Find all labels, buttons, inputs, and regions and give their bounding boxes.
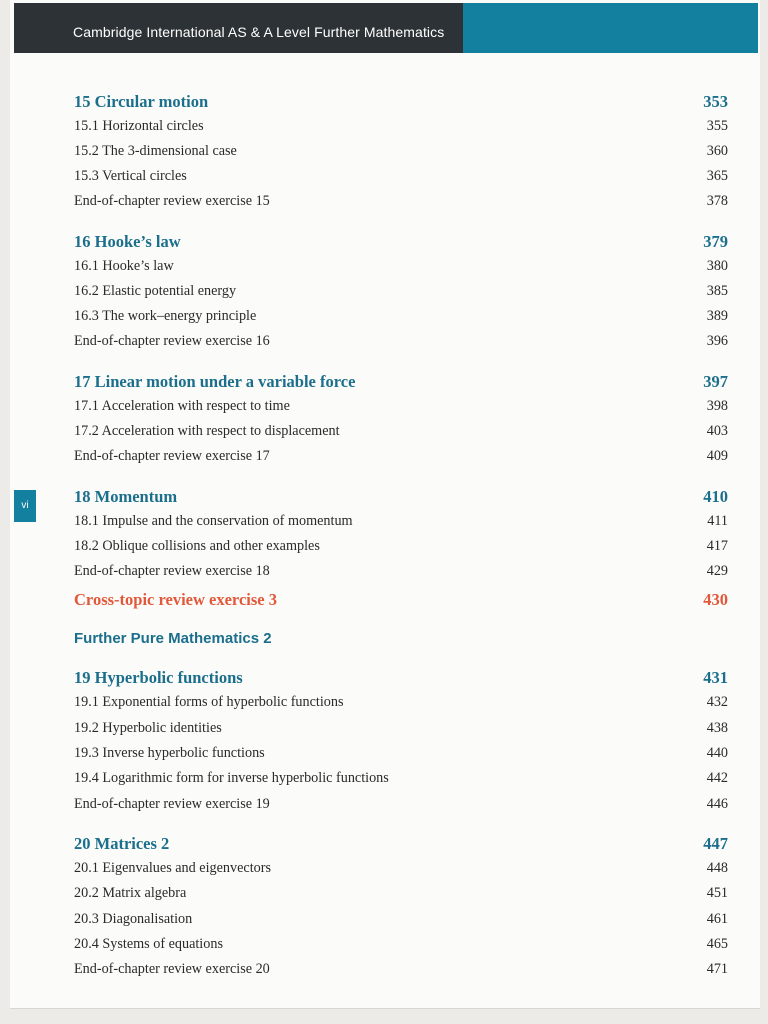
toc-page-number: 385 [706, 283, 728, 299]
book-title: Cambridge International AS & A Level Further Mathematics [73, 24, 445, 40]
toc-page-number: 410 [703, 487, 728, 506]
toc-entry-row [0, 448, 768, 470]
toc-page-number: 380 [706, 258, 728, 274]
toc-page-number: 446 [706, 796, 728, 812]
toc-title: 19 Hyperbolic functions [74, 668, 243, 687]
toc-title: 20.1 Eigenvalues and eigenvectors [74, 860, 271, 876]
toc-entry-row [0, 193, 768, 215]
toc-title: 19.4 Logarithmic form for inverse hyperbolic functions [74, 770, 389, 786]
toc-page-number: 429 [706, 563, 728, 579]
toc-entry-row [0, 538, 768, 560]
toc-title: 18.2 Oblique collisions and other examples [74, 538, 320, 554]
toc-title: Further Pure Mathematics 2 [74, 630, 272, 647]
toc-entry-row [0, 143, 768, 165]
toc-page-number: 365 [706, 168, 728, 184]
toc-page-number: 411 [707, 513, 728, 529]
toc-page-number: 442 [706, 770, 728, 786]
toc-title: 20 Matrices 2 [74, 834, 170, 853]
toc-entry-row [0, 118, 768, 140]
toc-title: 19.3 Inverse hyperbolic functions [74, 745, 265, 761]
toc-chapter-row [0, 487, 768, 509]
toc-entry-row [0, 283, 768, 305]
toc-page-number: 465 [706, 936, 728, 952]
toc-entry-row [0, 398, 768, 420]
toc-title: Cross-topic review exercise 3 [74, 590, 277, 609]
toc-title: End-of-chapter review exercise 17 [74, 448, 270, 464]
toc-entry-row [0, 258, 768, 280]
toc-cross-topic-row [0, 590, 768, 612]
toc-title: 18 Momentum [74, 487, 178, 506]
toc-entry-row [0, 796, 768, 818]
toc-page-number: 397 [703, 372, 728, 391]
toc-title: End-of-chapter review exercise 18 [74, 563, 270, 579]
toc-entry-row [0, 333, 768, 355]
toc-entry-row [0, 860, 768, 882]
page-number-tab: vi [14, 490, 36, 522]
toc-title: 15.1 Horizontal circles [74, 118, 204, 134]
toc-chapter-row [0, 834, 768, 856]
toc-title: 16.1 Hooke’s law [74, 258, 174, 274]
toc-title: 17 Linear motion under a variable force [74, 372, 356, 391]
toc-entry-row [0, 961, 768, 983]
toc-page-number: 431 [703, 668, 728, 687]
toc-title: 16.3 The work–energy principle [74, 308, 257, 324]
toc-page-number: 389 [706, 308, 728, 324]
toc-title: 15.3 Vertical circles [74, 168, 187, 184]
toc-page-number: 471 [706, 961, 728, 977]
toc-title: 16 Hooke’s law [74, 232, 181, 251]
toc-page-number: 430 [703, 590, 728, 609]
toc-entry-row [0, 308, 768, 330]
toc-page-number: 396 [706, 333, 728, 349]
toc-entry-row [0, 168, 768, 190]
toc-chapter-row [0, 92, 768, 114]
toc-title: End-of-chapter review exercise 20 [74, 961, 270, 977]
toc-chapter-row [0, 372, 768, 394]
toc-entry-row [0, 745, 768, 767]
toc-page-number: 403 [706, 423, 728, 439]
toc-page-number: 448 [706, 860, 728, 876]
toc-page-number: 451 [706, 885, 728, 901]
toc-page-number: 447 [703, 834, 728, 853]
toc-title: End-of-chapter review exercise 15 [74, 193, 270, 209]
toc-entry-row [0, 694, 768, 716]
toc-title: 15.2 The 3-dimensional case [74, 143, 237, 159]
toc-title: 20.3 Diagonalisation [74, 911, 193, 927]
toc-page-number: 398 [706, 398, 728, 414]
toc-entry-row [0, 770, 768, 792]
toc-entry-row [0, 911, 768, 933]
toc-page-number: 355 [706, 118, 728, 134]
toc-page-number: 353 [703, 92, 728, 111]
toc-title: 17.2 Acceleration with respect to displacement [74, 423, 340, 439]
toc-chapter-row [0, 232, 768, 254]
toc-chapter-row [0, 668, 768, 690]
toc-title: 16.2 Elastic potential energy [74, 283, 237, 299]
toc-title: 20.4 Systems of equations [74, 936, 223, 952]
toc-title: 19.2 Hyperbolic identities [74, 720, 222, 736]
toc-entry-row [0, 885, 768, 907]
toc-page-number: 417 [706, 538, 728, 554]
toc-title: End-of-chapter review exercise 16 [74, 333, 270, 349]
toc-entry-row [0, 513, 768, 535]
toc-title: 20.2 Matrix algebra [74, 885, 187, 901]
toc-title: 17.1 Acceleration with respect to time [74, 398, 290, 414]
toc-title: End-of-chapter review exercise 19 [74, 796, 270, 812]
toc-page-number: 379 [703, 232, 728, 251]
toc-page-number: 461 [706, 911, 728, 927]
toc-entry-row [0, 936, 768, 958]
toc-title: 18.1 Impulse and the conservation of momentum [74, 513, 353, 529]
toc-page-number: 438 [706, 720, 728, 736]
toc-page-number: 378 [706, 193, 728, 209]
toc-page-number: 360 [706, 143, 728, 159]
toc-entry-row [0, 423, 768, 445]
toc-page-number: 432 [706, 694, 728, 710]
toc-title: 19.1 Exponential forms of hyperbolic functions [74, 694, 344, 710]
toc-page-number: 409 [706, 448, 728, 464]
toc-entry-row [0, 563, 768, 585]
toc-section-heading [0, 630, 768, 652]
toc-title: 15 Circular motion [74, 92, 209, 111]
toc-entry-row [0, 720, 768, 742]
toc-page-number: 440 [706, 745, 728, 761]
